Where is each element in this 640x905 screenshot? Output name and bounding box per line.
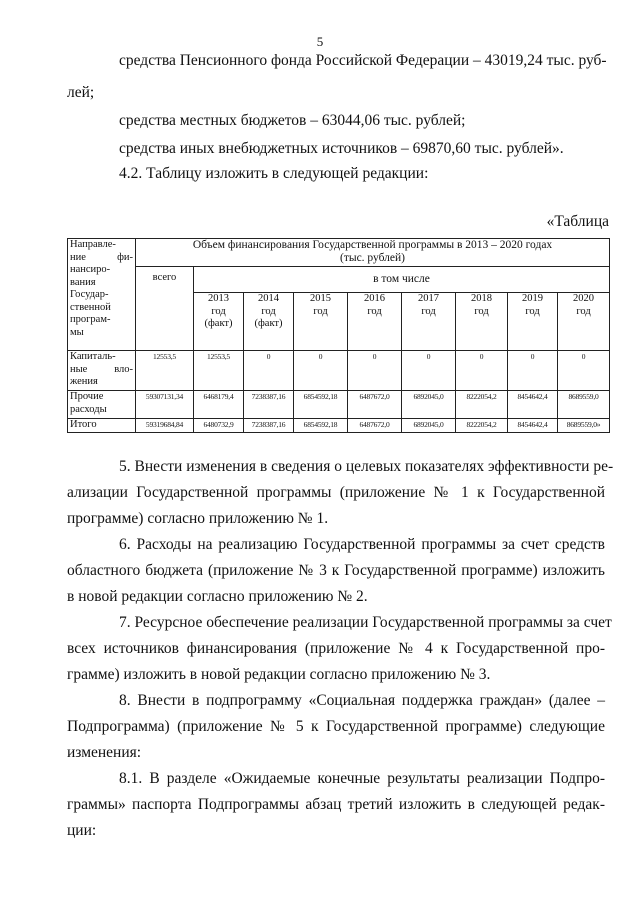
financing-header-title: Объем финансирования Государственной программы в 2013 – 2020 годах <box>192 239 553 251</box>
year-note: (факт) <box>204 318 233 329</box>
year-header-cell <box>456 293 508 351</box>
value-cell: 6892045,0 <box>402 391 456 419</box>
paragraph-line: граммы» паспорта Подпрограммы абзац третий изложить в следующей редак- <box>67 796 605 813</box>
value-cell: 7238387,16 <box>244 419 294 433</box>
total-header: всего <box>152 272 177 283</box>
year-unit: год <box>211 305 226 317</box>
financing-header-cell <box>136 239 610 267</box>
intro-line: лей; <box>67 84 95 101</box>
paragraph-line: в новой редакции согласно приложению № 2. <box>67 588 368 605</box>
value-cell: 6854592,18 <box>294 419 348 433</box>
intro-line: средства иных внебюджетных источников – 69870,60 тыс. рублей». <box>119 140 564 157</box>
year-unit: год <box>421 305 436 317</box>
paragraph-line: областного бюджета (приложение № 3 к Государственной программе) изложить <box>67 562 605 579</box>
row-label-line: ные вло- <box>70 363 133 375</box>
value-cell: 0 <box>348 351 402 391</box>
paragraph-line: 5. Внести изменения в сведения о целевых показателях эффективности ре- <box>119 458 614 475</box>
year-header-cell <box>558 293 610 351</box>
intro-line: средства Пенсионного фонда Российской Федерации – 43019,24 тыс. руб- <box>119 52 607 69</box>
value-cell: 6487672,0 <box>348 391 402 419</box>
value-cell: 7238387,16 <box>244 391 294 419</box>
year-label: 2018 <box>471 293 492 304</box>
year-unit: год <box>474 305 489 317</box>
paragraph-line: программе) согласно приложению № 1. <box>67 510 329 527</box>
year-label: 2019 <box>522 293 543 304</box>
direction-header-line: ственной <box>70 301 111 313</box>
value-cell: 12553,5 <box>194 351 244 391</box>
year-header-cell <box>348 293 402 351</box>
year-label: 2016 <box>364 293 385 304</box>
table-row <box>68 419 610 433</box>
total-cell: 12553,5 <box>136 351 194 391</box>
value-cell: 0 <box>558 351 610 391</box>
table-caption: «Таблица <box>546 213 609 230</box>
paragraph-line: 8.1. В разделе «Ожидаемые конечные результаты реализации Подпро- <box>119 770 605 787</box>
direction-header-line: нансиро- <box>70 264 111 275</box>
row-label-cell <box>68 419 136 433</box>
paragraph-line: 6. Расходы на реализацию Государственной программы за счет средств <box>119 536 605 553</box>
paragraph-line: 8. Внести в подпрограмму «Социальная поддержка граждан» (далее – <box>119 692 605 709</box>
value-cell: 6487672,0 <box>348 419 402 433</box>
table-row <box>68 391 610 419</box>
value-cell: 6854592,18 <box>294 391 348 419</box>
direction-header-line: ние фи- <box>70 251 133 263</box>
year-unit: год <box>367 305 382 317</box>
paragraph-line: ализации Государственной программы (приложение № 1 к Государственной <box>67 484 605 501</box>
direction-header-line: програм- <box>70 314 111 325</box>
value-cell: 8689559,0» <box>558 419 610 433</box>
row-label-line: жения <box>70 376 98 387</box>
year-note: (факт) <box>254 318 283 329</box>
financing-header-unit: (тыс. рублей) <box>339 252 406 264</box>
value-cell: 8689559,0 <box>558 391 610 419</box>
paragraph-line: ции: <box>67 822 97 839</box>
year-label: 2020 <box>573 293 594 304</box>
direction-header-line: Направле- <box>70 239 116 250</box>
row-label-line: расходы <box>70 403 107 415</box>
row-label-line: Капиталь- <box>70 351 116 362</box>
year-label: 2013 <box>208 293 229 304</box>
page-number: 5 <box>316 34 324 49</box>
total-cell: 59319684,84 <box>136 419 194 433</box>
intro-line: 4.2. Таблицу изложить в следующей редакции: <box>119 165 429 182</box>
value-cell: 0 <box>402 351 456 391</box>
value-cell: 8222054,2 <box>456 391 508 419</box>
year-label: 2017 <box>418 293 439 304</box>
value-cell: 0 <box>294 351 348 391</box>
financing-table <box>67 238 610 433</box>
year-header-cell <box>294 293 348 351</box>
row-label-cell <box>68 391 136 419</box>
year-header-cell <box>244 293 294 351</box>
including-header: в том числе <box>373 273 430 285</box>
including-header-cell <box>194 267 610 293</box>
value-cell: 6480732,9 <box>194 419 244 433</box>
row-label-line: Итого <box>70 419 97 430</box>
year-unit: год <box>525 305 540 317</box>
year-header-cell <box>402 293 456 351</box>
year-unit: год <box>576 305 591 317</box>
row-label-line: Прочие <box>70 391 104 402</box>
year-label: 2014 <box>258 293 279 304</box>
year-label: 2015 <box>310 293 331 304</box>
value-cell: 0 <box>456 351 508 391</box>
value-cell: 0 <box>508 351 558 391</box>
value-cell: 0 <box>244 351 294 391</box>
direction-header-cell <box>68 239 136 351</box>
year-unit: год <box>261 305 276 317</box>
paragraph-line: 7. Ресурсное обеспечение реализации Государственной программы за счет <box>119 614 612 631</box>
direction-header-line: Государ- <box>70 289 109 300</box>
year-unit: год <box>313 305 328 317</box>
table-row <box>68 351 610 391</box>
year-header-cell <box>194 293 244 351</box>
paragraph-line: всех источников финансирования (приложение № 4 к Государственной про- <box>67 640 605 657</box>
year-header-cell <box>508 293 558 351</box>
value-cell: 8454642,4 <box>508 419 558 433</box>
value-cell: 8454642,4 <box>508 391 558 419</box>
direction-header-line: мы <box>70 326 84 338</box>
value-cell: 6468179,4 <box>194 391 244 419</box>
value-cell: 8222054,2 <box>456 419 508 433</box>
total-header-cell <box>136 267 194 351</box>
paragraph-line: грамме) изложить в новой редакции согласно приложению № 3. <box>67 666 491 683</box>
value-cell: 6892045,0 <box>402 419 456 433</box>
row-label-cell <box>68 351 136 391</box>
paragraph-line: Подпрограмма) (приложение № 5 к Государственной программе) следующие <box>67 718 605 735</box>
intro-line: средства местных бюджетов – 63044,06 тыс. рублей; <box>119 112 466 129</box>
direction-header-line: вания <box>70 276 96 288</box>
paragraph-line: изменения: <box>67 744 142 761</box>
total-cell: 59307131,34 <box>136 391 194 419</box>
